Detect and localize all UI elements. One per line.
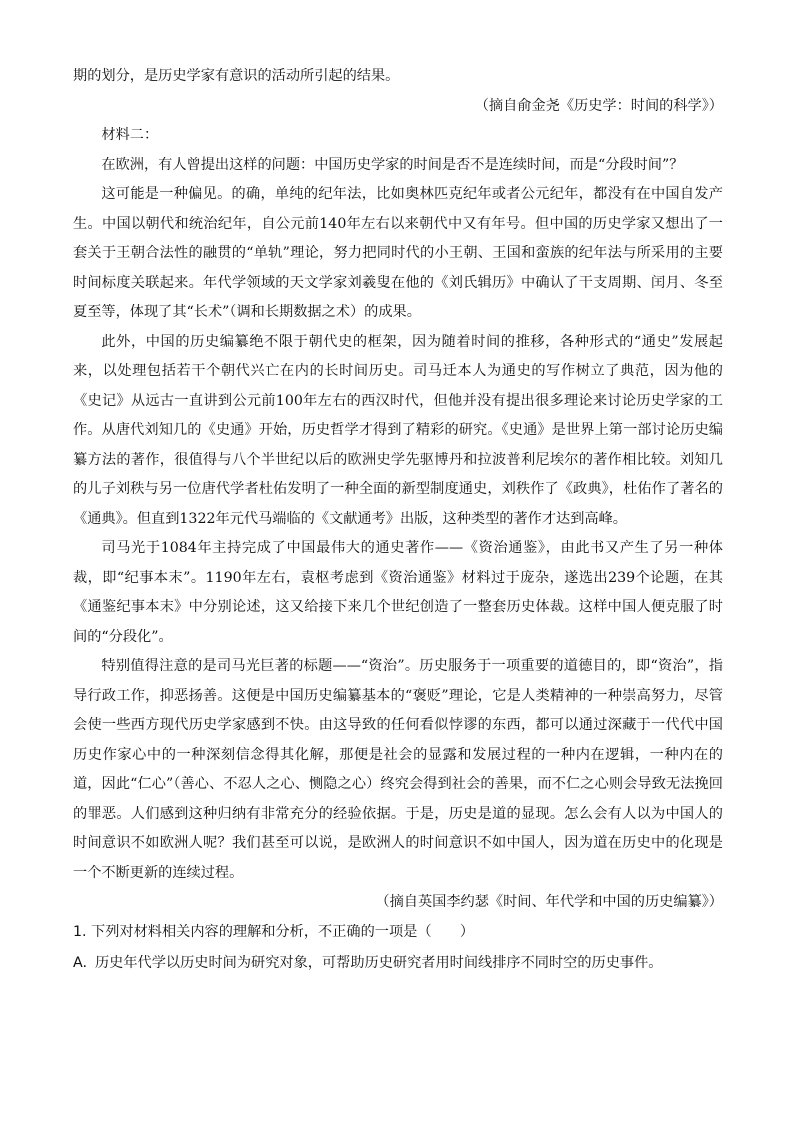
source-citation-2: （摘自英国李约瑟《时间、年代学和中国的历史编纂》） xyxy=(375,894,723,910)
paragraph-3: 此外，中国的历史编纂绝不限于朝代史的框架，因为随着时间的推移，各种形式的“通史”发展起来，以处理包括若干个朝代兴亡在内的长时间历史。司马迁本人为通史的写作树立了典范，因为他的《史记》从远古一直讲到公元前100年左右的西汉时代，但他并没有提出很多理论来讨论历史学家的工作。从唐代刘知几的《史通》开始，历史哲学才得到了精彩的研究。《史通》是世界上第一部讨论历史编纂方法的著作，很值得与八个半世纪以后的欧洲史学先驱博丹和拉波普利尼埃尔的著作相比较。刘知几的儿子刘秩与另一位唐代学者杜佑发明了一种全面的新型制度通史，刘秩作了《政典》，杜佑作了著名的《通典》。但直到1322年元代马端临的《文献通考》出版，这种类型的著作才达到高峰。 xyxy=(73,333,723,527)
question-stem: 1. 下列对材料相关内容的理解和分析，不正确的一项是（ ） xyxy=(73,923,475,940)
option-a-letter: A. xyxy=(73,955,87,971)
paragraph-2: 这可能是一种偏见。的确，单纯的纪年法，比如奥林匹克纪年或者公元纪年，都没有在中国自发产生。中国以朝代和统治纪年，自公元前140年左右以来朝代中又有年号。但中国的历史学家又想出了一套关于王朝合法性的融贯的“单轨”理论，努力把同时代的小王朝、王国和蛮族的纪年法与所采用的主要时间标度关联起来。年代学领域的天文学家刘羲叟在他的《刘氏辑历》中确认了干支周期、闰月、冬至夏至等，体现了其“长术”（调和长期数据之术）的成果。 xyxy=(73,186,723,320)
option-a-text: 历史年代学以历史时间为研究对象，可帮助历史研究者用时间线排序不同时空的历史事件。 xyxy=(94,955,663,971)
paragraph-5: 特别值得注意的是司马光巨著的标题——“资治”。历史服务于一项重要的道德目的，即“资治”，指导行政工作，抑恶扬善。这便是中国历史编纂基本的“褒贬”理论，它是人类精神的一种崇高努力，尽管会使一些西方现代历史学家感到不快。由这导致的任何看似悖谬的东西，都可以通过深藏于一代代中国历史作家心中的一种深刻信念得其化解，那便是社会的显露和发展过程的一种内在逻辑，一种内在的道，因此“仁心”（善心、不忍人之心、恻隐之心）终究会得到社会的善果，而不仁之心则会导致无法挽回的罪恶。人们感到这种归纳有非常充分的经验依据。于是，历史是道的显现。怎么会有人以为中国人的时间意识不如欧洲人呢？我们甚至可以说，是欧洲人的时间意识不如中国人，因为道在历史中的化现是一个不断更新的连续过程。 xyxy=(73,658,723,881)
source-citation-1: （摘自俞金尧《历史学：时间的科学》） xyxy=(474,97,723,114)
material-label: 材料二： xyxy=(101,127,159,143)
document-page xyxy=(73,62,723,979)
paragraph-4: 司马光于1084年主持完成了中国最伟大的通史著作——《资治通鉴》，由此书又产生了另一种体裁，即“纪事本末”。1190年左右，袁枢考虑到《资治通鉴》材料过于庞杂，遂选出239个论题，在其《通鉴纪事本末》中分别论述，这又给接下来几个世纪创造了一整套历史体裁。这样中国人便克服了时间的“分段化”。 xyxy=(73,540,723,645)
paragraph-1: 在欧洲，有人曾提出这样的问题：中国历史学家的时间是否不是连续时间，而是“分段时间”？ xyxy=(101,156,684,173)
option-a xyxy=(73,949,723,979)
paragraph-continuation: 期的划分，是历史学家有意识的活动所引起的结果。 xyxy=(73,68,400,84)
